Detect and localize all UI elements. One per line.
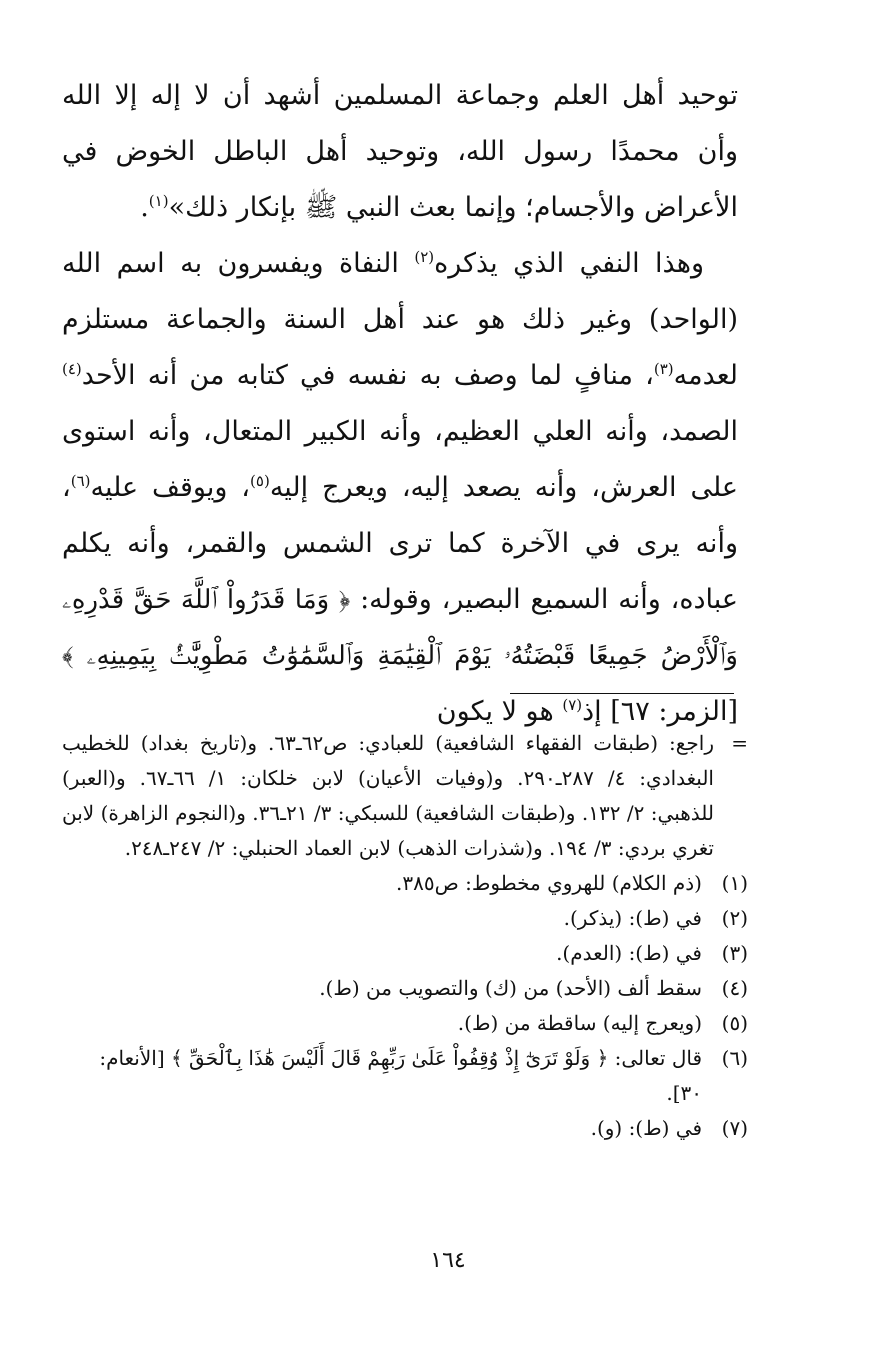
page-number: ١٦٤ <box>430 1248 466 1273</box>
paragraph-2-text-c: ، منافٍ لما وصف به نفسه في كتابه من أنه الأحد <box>81 360 654 391</box>
footnotes <box>62 726 748 1146</box>
footnote-ref-3: (٣) <box>653 360 674 378</box>
footnote-item <box>62 971 748 1006</box>
footnote-ref-6: (٦) <box>70 472 91 490</box>
paragraph-1-end: . <box>140 192 149 223</box>
paragraph-2-text-h: هو لا يكون <box>436 696 563 727</box>
footnote-number: (٧) <box>721 1116 748 1140</box>
footnote-item <box>62 901 748 936</box>
footnote-text: (ويعرج إليه) ساقطة من (ط). <box>457 1011 702 1035</box>
quran-verse: ﴿ وَمَا قَدَرُواْ ٱللَّهَ حَقَّ قَدْرِهِۦ وَٱلْأَرْضُ جَمِيعًا قَبْضَتُهُۥ يَوْمَ ٱلْقِيَٰمَةِ وَٱلسَّمَٰوَٰتُ مَطْوِيَّٰتُۢ بِيَمِينِهِۦ ﴾ <box>62 585 738 671</box>
footnote-ref-5: (٥) <box>250 472 270 490</box>
footnote-item <box>62 1006 748 1041</box>
footnote-number: (١) <box>721 871 748 895</box>
footnote-text: سقط ألف (الأحد) من (ك) والتصويب من (ط). <box>319 976 702 1000</box>
footnote-ref-2: (٢) <box>414 248 435 266</box>
footnote-number: (٤) <box>721 976 748 1000</box>
footnote-text: في (ط): (و). <box>590 1116 702 1140</box>
paragraph-2 <box>62 236 738 740</box>
footnote-text: في (ط): (يذكر). <box>563 906 702 930</box>
footnote-ref-7: (٧) <box>562 696 583 714</box>
paragraph-1-text: توحيد أهل العلم وجماعة المسلمين أشهد أن لا إله إلا الله وأن محمدًا رسول الله، وتوحيد أهل الباطل الخوض في الأعراض والأجسام؛ وإنما بعث النبي ﷺ بإنكار ذلك» <box>62 80 738 223</box>
footnote-text: (ذم الكلام) للهروي مخطوط: ص٣٨٥. <box>396 871 702 895</box>
footnote-item <box>62 1111 748 1146</box>
main-text <box>62 68 738 740</box>
paragraph-2-text-e: ، ويوقف عليه <box>90 472 251 503</box>
footnote-number: (٢) <box>721 906 748 930</box>
paragraph-2-text-g: [الزمر: ٦٧] إذ <box>582 696 738 727</box>
footnote-number: (٦) <box>721 1046 748 1070</box>
continuation-text: راجع: (طبقات الفقهاء الشافعية) للعبادي: ص٦٢ـ٦٣. و(تاريخ بغداد) للخطيب البغدادي: ٤/ ٢٨٧ـ٢٩٠. و(وفيات الأعيان) لابن خلكان: ١/ ٦٦ـ٦٧. و(العبر) للذهبي: ٢/ ١٣٢. و(طبقات الشافعية) للسبكي: ٣/ ٢١ـ٣٦. و(النجوم الزاهرة) لابن تغري بردي: ٣/ ١٩٤. و(شذرات الذهب) لابن العماد الحنبلي: ٢/ ٢٤٧ـ٢٤٨. <box>62 731 714 860</box>
footnote-ref-4: (٤) <box>62 360 82 378</box>
footnote-number: (٥) <box>721 1011 748 1035</box>
footnote-item <box>62 936 748 971</box>
footnote-item <box>62 1041 748 1111</box>
continuation-mark: = <box>731 731 748 755</box>
paragraph-2-text-b: النفاة ويفسرون به اسم الله (الواحد) وغير ذلك هو عند أهل السنة والجماعة مستلزم لعدمه <box>62 248 738 391</box>
paragraph-2-text-d: الصمد، وأنه العلي العظيم، وأنه الكبير المتعال، وأنه استوى على العرش، وأنه يصعد إليه، ويعرج إليه <box>62 416 738 503</box>
paragraph-2-text-f: ، وأنه يرى في الآخرة كما ترى الشمس والقمر، وأنه يكلم عباده، وأنه السميع البصير، وقوله: <box>62 472 738 615</box>
footnote-text: قال تعالى: ﴿ وَلَوْ تَرَىٰٓ إِذْ وُقِفُواْ عَلَىٰ رَبِّهِمْ قَالَ أَلَيْسَ هَٰذَا بِٱلْحَقِّ ﴾ [الأنعام: ٣٠]. <box>99 1046 702 1105</box>
footnote-number: (٣) <box>721 941 748 965</box>
footnote-ref-1: (١) <box>148 192 169 210</box>
footnote-separator <box>510 693 734 694</box>
footnote-text: في (ط): (العدم). <box>556 941 702 965</box>
footnote-continuation <box>62 726 748 866</box>
paragraph-2-text-a: وهذا النفي الذي يذكره <box>434 248 704 279</box>
paragraph-1 <box>62 68 738 236</box>
footnote-item <box>62 866 748 901</box>
